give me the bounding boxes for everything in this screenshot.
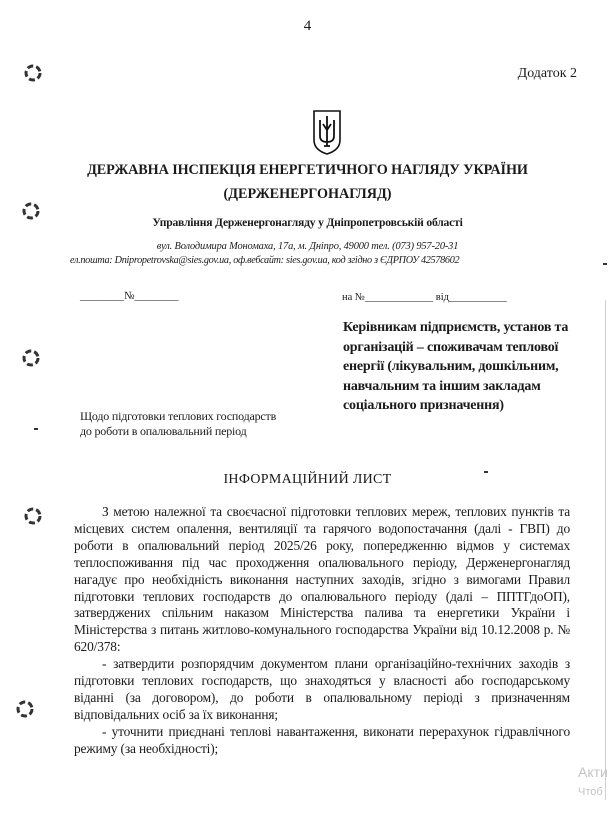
incoming-reference: на №_____________ від___________ bbox=[342, 292, 507, 303]
annex-label: Додаток 2 bbox=[517, 66, 577, 81]
scan-speck bbox=[34, 428, 38, 430]
body-paragraph: - затвердити розпорядчим документом плани організаційно-технічних заходів з підготовки теплових господарств, що знаходяться у власності або господарському віданні (за договором), до роботи в опалювальному періоді з призначенням відповідальних осіб за їх виконання; bbox=[74, 656, 570, 722]
organization-short-name: (ДЕРЖЕНЕРГОНАГЛЯД) bbox=[223, 186, 392, 202]
address-line: вул. Володимира Мономаха, 17а, м. Дніпро, 49000 тел. (073) 957-20-31 bbox=[156, 241, 459, 252]
organization-title: ДЕРЖАВНА ІНСПЕКЦІЯ ЕНЕРГЕТИЧНОГО НАГЛЯДУ УКРАЇНИ bbox=[87, 162, 528, 178]
letter-body bbox=[74, 504, 570, 758]
page-number: 4 bbox=[303, 18, 312, 34]
trident-coat-of-arms-icon bbox=[311, 108, 343, 156]
punch-hole-mark-icon bbox=[14, 698, 36, 720]
punch-hole-mark-icon bbox=[20, 200, 42, 222]
scan-speck bbox=[603, 263, 607, 265]
department-name: Управління Держенергонагляду у Дніпропетровській області bbox=[152, 216, 463, 229]
scan-speck bbox=[484, 471, 488, 473]
punch-hole-mark-icon bbox=[22, 62, 44, 84]
body-paragraph: - уточнити приєднані теплові навантаження, виконати перерахунок гідравлічного режиму (за необхідності); bbox=[74, 723, 570, 756]
activation-watermark: Акти bbox=[578, 764, 608, 780]
activation-watermark-subtext: Чтоб bbox=[578, 786, 603, 798]
outgoing-reference: ________№________ bbox=[80, 290, 179, 302]
page-edge-shadow bbox=[605, 300, 606, 800]
subject-line: Щодо підготовки теплових господарств до роботи в опалювальний період bbox=[80, 409, 277, 438]
recipient-block: Керівникам підприємств, установ та організацій – споживачам теплової енергії (лікувальним, дошкільним, навчальним та іншим закладам соціального призначення) bbox=[343, 320, 569, 413]
punch-hole-mark-icon bbox=[20, 347, 42, 369]
punch-hole-mark-icon bbox=[22, 505, 44, 527]
document-title: ІНФОРМАЦІЙНИЙ ЛИСТ bbox=[223, 472, 392, 487]
body-paragraph: З метою належної та своєчасної підготовки теплових мереж, теплових пунктів та місцевих систем опалення, вентиляції та гарячого водопостачання (далі - ГВП) до роботи в опалювальний період 2025/26 року, попередженню відмов у системах теплоспоживання під час проходження опалювального періоду, Держенергонагляд нагадує про необхідність виконання наступних заходів, згідно з вимогами Правил підготовки теплових господарств до опалювального періоду (далі – ППТГдоОП), затверджених спільним наказом Міністерства палива та енергетики України і Міністерства з питань житлово-комунального господарства України від 10.12.2008 р. № 620/378: bbox=[74, 504, 570, 655]
contacts-line: ел.пошта: Dnipropetrovska@sies.gov.ua, оф.вебсайт: sies.gov.ua, код згідно з ЄДРПОУ 42578602 bbox=[70, 255, 460, 266]
